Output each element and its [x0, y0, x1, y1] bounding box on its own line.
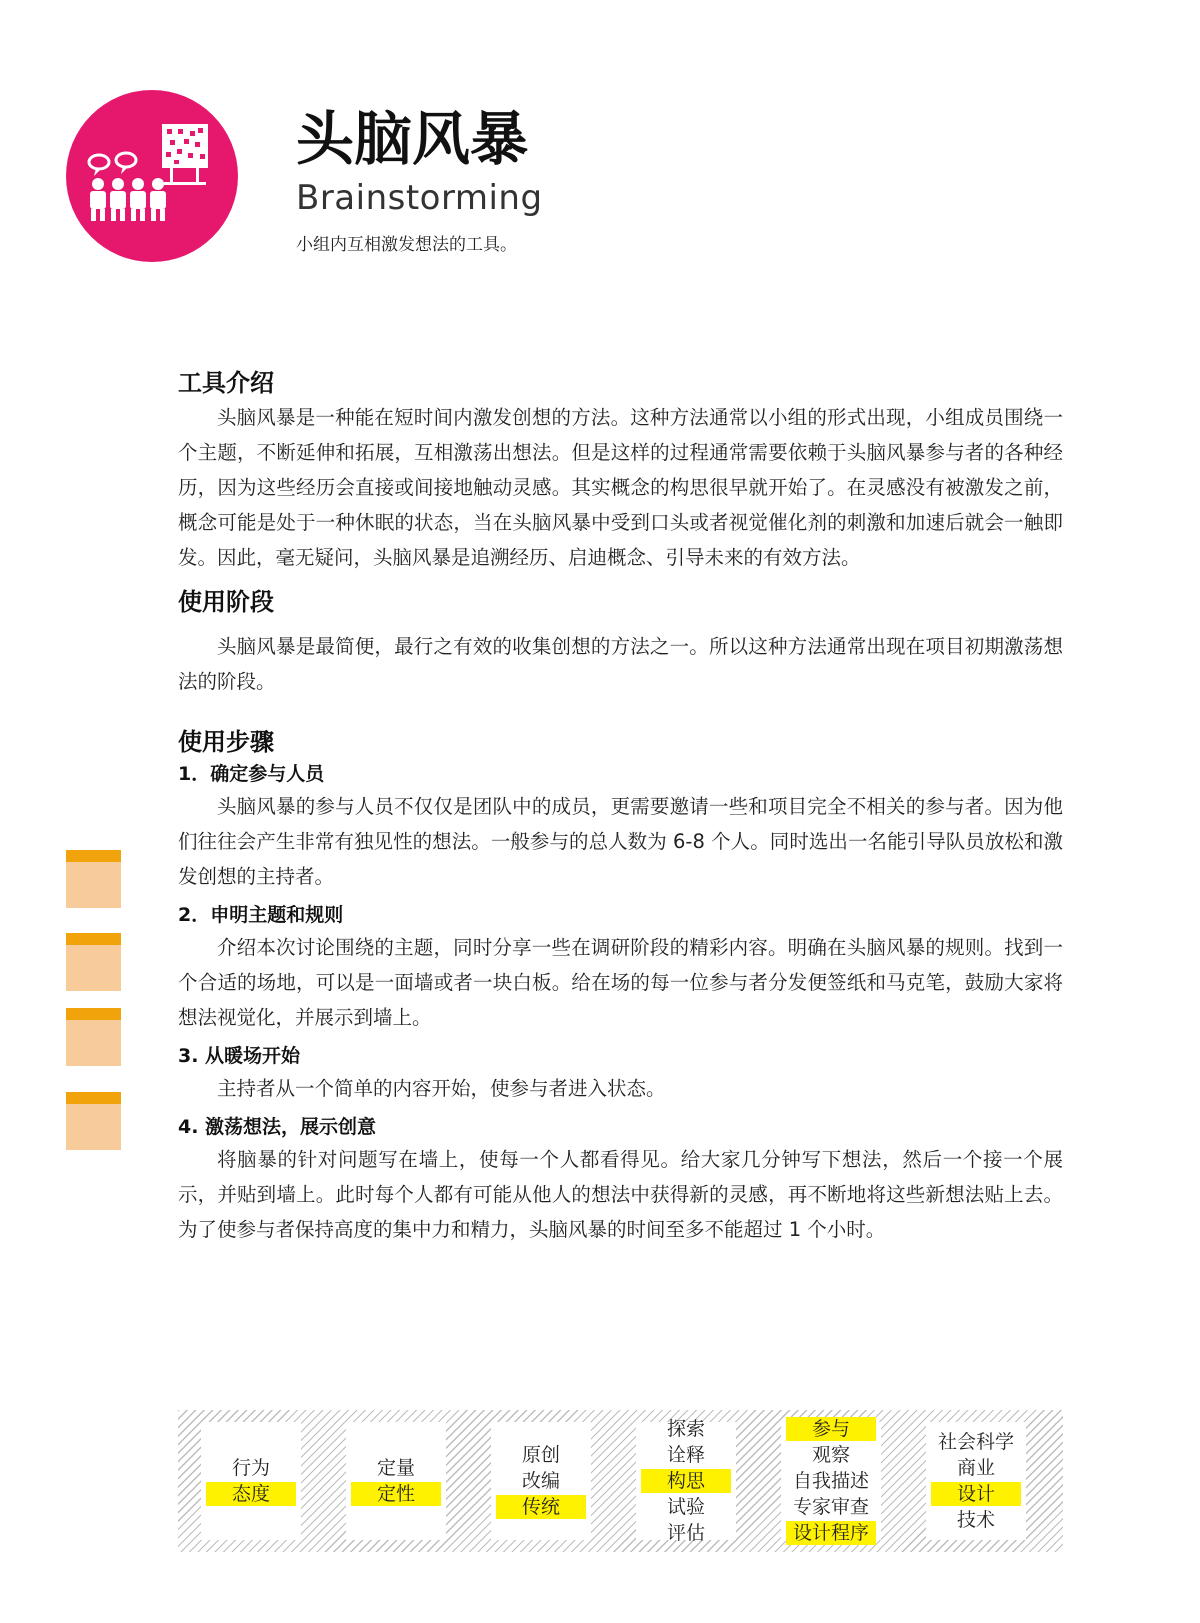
brainstorm-group-icon-graphic: [66, 90, 238, 262]
step-text-4: 将脑暴的针对问题写在墙上，使每一个人都看得见。给大家几分钟写下想法，然后一个接一个展示，并贴到墙上。此时每个人都有可能从他人的想法中获得新的灵感，再不断地将这些新想法贴上去。为了使参与者保持高度的集中力和精力，头脑风暴的时间至多不能超过 1 个小时。: [178, 1148, 1063, 1241]
step-title-3: 3. 从暖场开始: [178, 1045, 301, 1067]
category-box: [201, 1422, 301, 1540]
section-text-stage: 头脑风暴是最简便，最行之有效的收集创想的方法之一。所以这种方法通常出现在项目初期激荡想法的阶段。: [178, 635, 1063, 693]
section-heading-stage: 使用阶段: [178, 588, 274, 616]
category-item: 诠释: [666, 1444, 705, 1466]
category-item: 评估: [666, 1522, 705, 1544]
category-item-highlighted: 传统: [496, 1495, 586, 1519]
section-text-intro: 头脑风暴是一种能在短时间内激发创想的方法。这种方法通常以小组的形式出现，小组成员围绕一个主题，不断延伸和拓展，互相激荡出想法。但是这样的过程通常需要依赖于头脑风暴参与者的各种经历，因为这些经历会直接或间接地触动灵感。其实概念的构思很早就开始了。在灵感没有被激发之前，概念可能是处于一种休眠的状态，当在头脑风暴中受到口头或者视觉催化剂的刺激和加速后就会一触即发。因此，毫无疑问，头脑风暴是追溯经历、启迪概念、引导未来的有效方法。: [178, 406, 1063, 569]
category-item-highlighted: 态度: [206, 1482, 296, 1506]
side-tab-4: [66, 1092, 121, 1150]
category-item: 商业: [956, 1457, 995, 1479]
category-box: [491, 1422, 591, 1540]
category-item-highlighted: 定性: [351, 1482, 441, 1506]
main-content: [178, 366, 1063, 1247]
category-item: 定量: [376, 1457, 415, 1479]
category-item-highlighted: 设计程序: [786, 1521, 876, 1545]
side-tab-2: [66, 933, 121, 991]
page-title: 头脑风暴: [296, 105, 529, 173]
category-box: [346, 1422, 446, 1540]
category-item: 原创: [521, 1444, 560, 1466]
category-item-highlighted: 构思: [641, 1469, 731, 1493]
category-box: [636, 1418, 736, 1544]
category-item: 技术: [956, 1509, 995, 1531]
brainstorm-group-icon: [66, 90, 238, 262]
category-box: [926, 1422, 1026, 1540]
category-box: [781, 1418, 881, 1544]
page-tagline: 小组内互相激发想法的工具。: [296, 235, 517, 255]
side-tab-3: [66, 1008, 121, 1066]
step-title-2: 2．申明主题和规则: [178, 904, 344, 926]
category-item-highlighted: 设计: [931, 1482, 1021, 1506]
page-subtitle: Brainstorming: [296, 178, 543, 218]
step-text-2: 介绍本次讨论围绕的主题，同时分享一些在调研阶段的精彩内容。明确在头脑风暴的规则。找到一个合适的场地，可以是一面墙或者一块白板。给在场的每一位参与者分发便签纸和马克笔，鼓励大家将想法视觉化，并展示到墙上。: [178, 936, 1063, 1029]
section-heading-steps: 使用步骤: [178, 728, 274, 756]
category-item: 专家审查: [792, 1496, 869, 1518]
category-item: 探索: [666, 1418, 705, 1440]
step-text-1: 头脑风暴的参与人员不仅仅是团队中的成员，更需要邀请一些和项目完全不相关的参与者。因为他们往往会产生非常有独见性的想法。一般参与的总人数为 6-8 个人。同时选出一名能引导队员放松和激发创想的主持者。: [178, 795, 1063, 888]
step-title-1: 1．确定参与人员: [178, 763, 325, 785]
category-item: 试验: [666, 1496, 705, 1518]
category-item: 自我描述: [792, 1470, 869, 1492]
category-item: 观察: [811, 1444, 850, 1466]
category-item: 行为: [231, 1457, 270, 1479]
step-title-4: 4. 激荡想法，展示创意: [178, 1116, 377, 1138]
step-text-3: 主持者从一个简单的内容开始，使参与者进入状态。: [217, 1077, 666, 1100]
side-tab-1: [66, 850, 121, 908]
category-item: 社会科学: [937, 1431, 1014, 1453]
section-heading-intro: 工具介绍: [178, 369, 274, 397]
category-band: [178, 1410, 1063, 1552]
category-item-highlighted: 参与: [786, 1417, 876, 1441]
category-item: 改编: [521, 1470, 560, 1492]
